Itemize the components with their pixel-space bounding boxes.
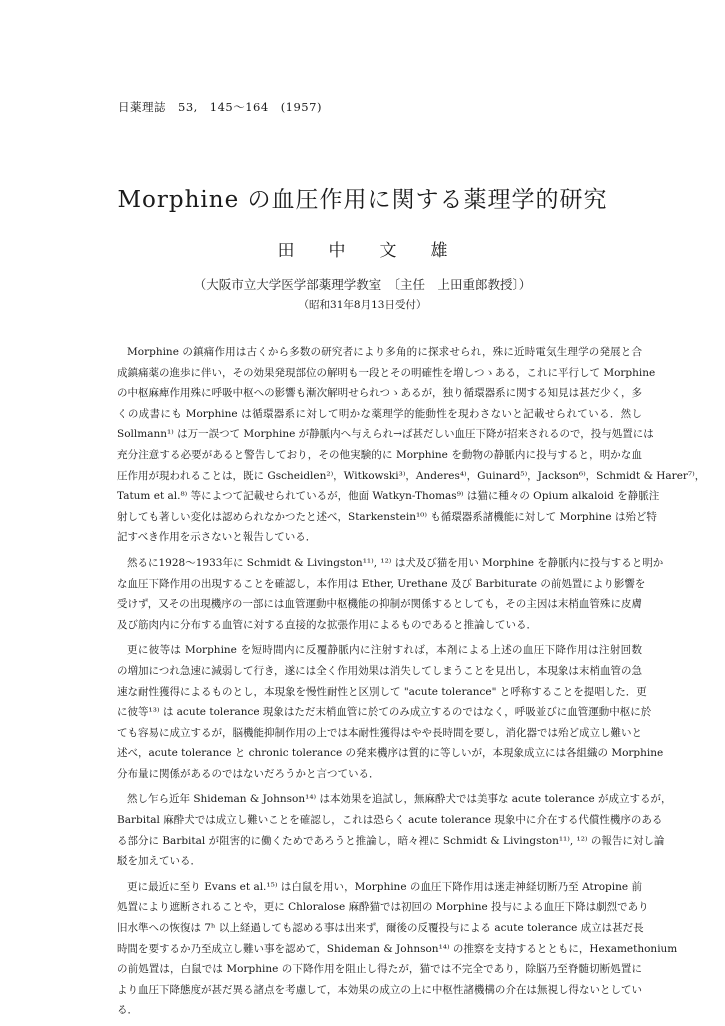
text-line: 駁を加えている． — [117, 855, 201, 868]
text-line: Morphine の鎮痛作用は古くから多数の研究者により多角的に探求せられ，殊に近時電気生理学の発展と合 — [127, 346, 642, 358]
journal-reference: 日薬理誌 53, 145～164 (1957) — [118, 100, 322, 114]
text-line: 速な耐性獲得によるものとし，本現象を慢性耐性と区別して "acute tolerance" と呼称することを提唱した．更 — [117, 685, 647, 698]
text-line: 射しても著しい変化は認められなかつたと述べ，Starkenstein¹⁰⁾ も循環器系諸機能に対して Morphine は殆ど特 — [117, 510, 657, 523]
paragraph — [117, 640, 664, 784]
author-name: 田 中 文 雄 — [277, 241, 448, 261]
body-text — [117, 342, 706, 1026]
paragraph — [117, 789, 672, 871]
text-line: 時間を要するか乃至成立し難い事を認めて，Shideman & Johnson¹⁴⁾ の推察を支持するとともに，Hexamethonium — [117, 942, 678, 955]
text-line: の増加につれ急速に減弱して行き，遂には全く作用効果は消失してしまうことを見出し，本現象は末梢血管の急 — [117, 664, 642, 677]
text-line: の前処置は，白鼠では Morphine の下降作用を阻止し得たが，猫では不完全であり，除脳乃至脊髄切断処置に — [117, 963, 642, 976]
text-line: 充分注意する必要があると警告しており，その他実験的に Morphine を動物の静脈内に投与すると，明かな血 — [117, 448, 642, 461]
text-line: 及び筋肉内に分布する血管に対する直接的な拡張作用によるものであると推論している． — [117, 618, 537, 631]
text-line: くの成書にも Morphine は循環器系に対して明かな薬理学的能動性を現わさないと記載せられている．然し — [117, 407, 642, 420]
text-line: る． — [117, 1004, 138, 1017]
received-date: （昭和31年8月13日受付） — [298, 299, 427, 311]
text-line: 然し乍ら近年 Shideman & Johnson¹⁴⁾ は本効果を追試し，無麻酔犬では美事な acute tolerance が成立するが， — [127, 793, 672, 806]
text-line: Sollmann¹⁾ は万一誤つて Morphine が静脈内へ与えられ→ば甚だしい血圧下降が招来されるので，投与処置には — [117, 428, 654, 441]
text-line: Barbital 麻酔犬では成立し難いことを確認し，これは恐らく acute tolerance 現象中に介在する代償性機序のある — [117, 814, 663, 827]
text-line: の中枢麻痺作用殊に呼吸中枢への影響も漸次解明せられつゝあるが，独り循環器系に関する知見は甚だ少く，多 — [117, 387, 642, 400]
affiliation: （大阪市立大学医学部薬理学教室 〔主任 上田重郎教授〕） — [193, 277, 532, 292]
text-line: 旧水準への恢復は 7ʰ 以上経過しても認める事は出来ず，爾後の反覆投与による acute tolerance 成立は甚だ長 — [117, 922, 644, 935]
paper-title: Morphine の血圧作用に関する薬理学的研究 — [117, 187, 608, 213]
text-line: 記すべき作用を示さないと報告している． — [117, 531, 317, 544]
text-line: Tatum et al.⁸⁾ 等によつて記載せられているが，他面 Watkyn-Thomas⁹⁾ は猫に種々の Opium alkaloid を静脈注 — [117, 490, 660, 503]
text-line: に彼等¹³⁾ は acute tolerance 現象はただ末梢血管に於てのみ成立するのではなく，呼吸並びに血管運動中枢に於 — [117, 706, 652, 719]
text-line: より血圧下降態度が甚だ異る諸点を考慮して，本効果の成立の上に中枢性諸機構の介在は無視し得ないとしてい — [117, 983, 642, 996]
text-line: 更に彼等は Morphine を短時間内に反覆静脈内に注射すれば，本剤による上述の血圧下降作用は注射回数 — [127, 644, 642, 657]
text-line: 更に最近に至り Evans et al.¹⁵⁾ は白鼠を用い，Morphine の血圧下降作用は迷走神経切断乃至 Atropine 前 — [127, 880, 642, 893]
text-line: 処置により遮断されることや，更に Chloralose 麻酔猫では初回の Morphine 投与による血圧下降は劇烈であり — [117, 901, 649, 914]
text-line: 述べ，acute tolerance と chronic tolerance の発来機序は質的に等しいが，本現象成立には各組織の Morphine — [117, 747, 664, 760]
text-line: 受けず，又その出現機序の一部には血管運動中枢機能の抑制が関係するとしても，その主因は末梢血管殊に皮膚 — [117, 598, 642, 611]
paragraph — [117, 553, 664, 635]
text-line: 分布量に関係があるのではないだろうかと言つている． — [117, 767, 380, 780]
paragraph — [117, 877, 678, 1021]
text-line: 然るに1928～1933年に Schmidt & Livingston¹¹⁾, ¹²⁾ は犬及び猫を用い Morphine を静脈内に投与すると明か — [127, 556, 664, 569]
text-line: 成鎮痛薬の進歩に伴い，その効果発現部位の解明も一段とその明確性を増しつゝある，これに平行して Morphine — [117, 366, 656, 379]
text-line: 圧作用が現われることは，既に Gscheidlen²⁾，Witkowski³⁾，Anderes⁴⁾，Guinard⁵⁾，Jackson⁶⁾，Schmidt & Harer⁷⁾， — [117, 469, 706, 482]
text-line: る部分に Barbital が阻害的に働くためであろうと推論し，暗々裡に Schmidt & Livingston¹¹⁾, ¹²⁾ の報告に対し論 — [117, 834, 665, 847]
text-line: ても容易に成立するが，脳機能抑制作用の上では本耐性獲得はやや長時間を要し，消化器では殆ど成立し難いと — [117, 726, 642, 739]
text-line: な血圧下降作用の出現することを確認し，本作用は Ether, Urethane 及び Barbiturate の前処置により影響を — [117, 577, 646, 590]
paragraph — [117, 342, 706, 548]
